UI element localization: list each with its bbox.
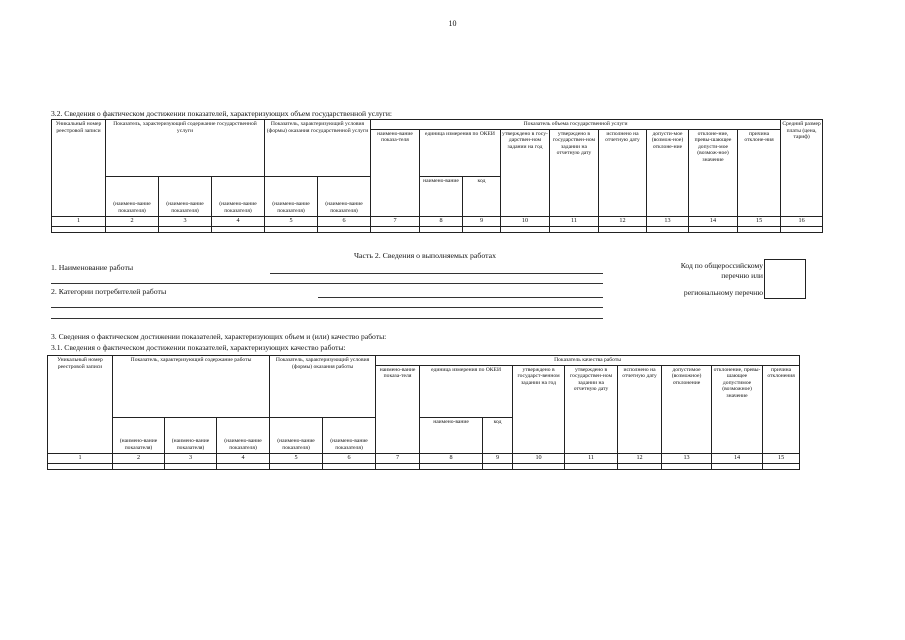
sub-header-name: (наимено-вание показателя) bbox=[212, 176, 265, 216]
column-number: 15 bbox=[738, 216, 781, 226]
consumers-line-3 bbox=[51, 318, 603, 319]
header-unit: единица измерения по ОКЕИ bbox=[420, 365, 513, 417]
column-number: 11 bbox=[550, 216, 599, 226]
section-3-2-heading: 3.2. Сведения о фактическом достижении показателей, характеризующих объем государственной услуги: bbox=[51, 109, 393, 118]
header-quality-indicator: Показатель качества работы bbox=[376, 356, 800, 366]
work-name-line-2 bbox=[51, 283, 603, 284]
column-number: 2 bbox=[113, 453, 165, 463]
work-name-line bbox=[270, 273, 603, 274]
consumers-line bbox=[318, 297, 603, 298]
column-number: 8 bbox=[420, 453, 483, 463]
sub-header-name: (наимено-вание показателя) bbox=[217, 417, 270, 453]
quality-indicators-table bbox=[47, 355, 800, 470]
header-content-indicator: Показатель, характеризующий содержание работы bbox=[113, 356, 270, 418]
header-approved-year: утверждено в государст-венном задании на год bbox=[513, 365, 565, 453]
column-number: 13 bbox=[662, 453, 712, 463]
column-number: 13 bbox=[647, 216, 689, 226]
page-number: 10 bbox=[448, 19, 457, 28]
column-number: 3 bbox=[159, 216, 212, 226]
header-unit-name: наимено-вание bbox=[420, 176, 463, 216]
sub-header-name: (наимено-вание показателя) bbox=[113, 417, 165, 453]
consumers-label: 2. Категории потребителей работы bbox=[51, 287, 167, 296]
header-deviation-over: отклонение, превы-шающее допустимое (возможное) значение bbox=[712, 365, 763, 453]
header-reason: причина отклоне-ния bbox=[738, 129, 781, 216]
work-name-label: 1. Наименование работы bbox=[51, 263, 134, 272]
header-executed: исполнено на отчетную дату bbox=[618, 365, 662, 453]
sub-header-name: (наимено-вание показателя) bbox=[106, 176, 159, 216]
column-number: 8 bbox=[420, 216, 463, 226]
part-2-title: Часть 2. Сведения о выполняемых работах bbox=[353, 251, 497, 260]
code-label-1: Код по общероссийскому bbox=[680, 261, 763, 270]
header-indicator-name: наимено-вание показа-теля bbox=[371, 129, 420, 216]
column-number: 4 bbox=[212, 216, 265, 226]
column-number: 12 bbox=[599, 216, 647, 226]
empty-data-row bbox=[48, 463, 800, 469]
column-number: 14 bbox=[712, 453, 763, 463]
header-allowed-deviation: допусти-мое (возмож-ное) отклоне-ние bbox=[647, 129, 689, 216]
header-unit-code: код bbox=[483, 417, 513, 453]
section-3-heading: 3. Сведения о фактическом достижении показателей, характеризующих объем и (или) качество работы: bbox=[51, 332, 387, 341]
sub-header-name: (наимено-вание показателя) bbox=[323, 417, 376, 453]
header-conditions-indicator: Показатель, характеризующий условия (формы) оказания работы bbox=[270, 356, 376, 418]
empty-data-row bbox=[52, 226, 823, 232]
header-approved-date: утверждено в государствен-ном задании на отчетную дату bbox=[550, 129, 599, 216]
header-executed: исполнено на отчетную дату bbox=[599, 129, 647, 216]
column-number: 5 bbox=[270, 453, 323, 463]
column-number: 16 bbox=[781, 216, 823, 226]
column-number: 6 bbox=[323, 453, 376, 463]
column-number: 9 bbox=[463, 216, 501, 226]
column-number: 9 bbox=[483, 453, 513, 463]
sub-header-name: (наимено-вание показателя) bbox=[165, 417, 217, 453]
header-indicator-name: наимено-вание показа-теля bbox=[376, 365, 420, 453]
column-number: 1 bbox=[52, 216, 106, 226]
header-approved-date: утверждено в государствен-ном задании на отчетную дату bbox=[565, 365, 618, 453]
column-number: 1 bbox=[48, 453, 113, 463]
header-unique-number: Уникальный номер реестровой записи bbox=[48, 356, 113, 454]
column-number: 3 bbox=[165, 453, 217, 463]
code-label-3: региональному перечню bbox=[683, 288, 763, 297]
column-number: 7 bbox=[376, 453, 420, 463]
section-3-1-heading: 3.1. Сведения о фактическом достижении показателей, характеризующих качество работы: bbox=[51, 343, 346, 352]
header-allowed-deviation: допустимое (возможное) отклонение bbox=[662, 365, 712, 453]
column-numbers-row bbox=[52, 216, 823, 226]
column-number: 15 bbox=[763, 453, 800, 463]
column-number: 2 bbox=[106, 216, 159, 226]
header-unit: единица измерения по ОКЕИ bbox=[420, 129, 501, 176]
column-number: 12 bbox=[618, 453, 662, 463]
column-number: 6 bbox=[318, 216, 371, 226]
registry-code-box bbox=[764, 259, 806, 299]
column-number: 4 bbox=[217, 453, 270, 463]
header-unit-name: наимено-вание bbox=[420, 417, 483, 453]
sub-header-name: (наимено-вание показателя) bbox=[265, 176, 318, 216]
column-number: 5 bbox=[265, 216, 318, 226]
column-number: 7 bbox=[371, 216, 420, 226]
consumers-line-2 bbox=[51, 307, 603, 308]
header-approved-year: утверждено в госу-дарствен-ном задании на год bbox=[501, 129, 550, 216]
sub-header-name: (наимено-вание показателя) bbox=[159, 176, 212, 216]
volume-indicators-table bbox=[51, 119, 823, 233]
header-unique-number: Уникальный номер реестровой записи bbox=[52, 120, 106, 217]
header-content-indicator: Показатель, характеризующий содержание государственной услуги bbox=[106, 120, 265, 177]
header-reason: причина отклонения bbox=[763, 365, 800, 453]
column-number: 11 bbox=[565, 453, 618, 463]
header-conditions-indicator: Показатель, характеризующий условия (формы) оказания государственной услуги bbox=[265, 120, 371, 177]
column-number: 14 bbox=[689, 216, 738, 226]
header-deviation-over: отклоне-ние, превы-шающее допусти-мое (возмож-ное) значение bbox=[689, 129, 738, 216]
sub-header-name: (наимено-вание показателя) bbox=[270, 417, 323, 453]
column-number: 10 bbox=[513, 453, 565, 463]
column-number: 10 bbox=[501, 216, 550, 226]
column-numbers-row bbox=[48, 453, 800, 463]
header-avg-fee: Средний размер платы (цена, тариф) bbox=[781, 120, 823, 217]
header-unit-code: код bbox=[463, 176, 501, 216]
sub-header-name: (наимено-вание показателя) bbox=[318, 176, 371, 216]
code-label-2: перечню или bbox=[721, 271, 763, 280]
header-volume-indicator: Показатель объема государственной услуги bbox=[371, 120, 781, 130]
